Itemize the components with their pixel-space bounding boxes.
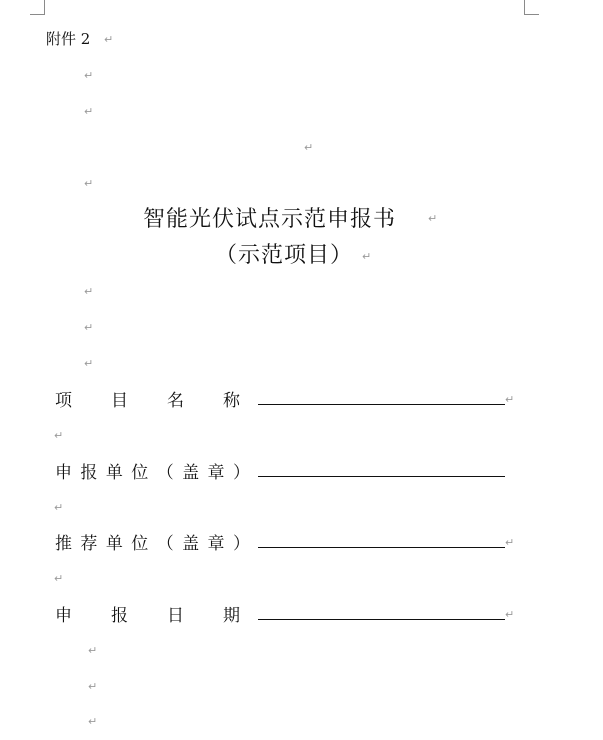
label-char: 项 bbox=[55, 391, 72, 411]
paragraph-mark-icon: ↵ bbox=[84, 105, 94, 118]
field-label-recommending-unit bbox=[55, 529, 250, 554]
paragraph-mark-icon: ↵ bbox=[505, 393, 515, 406]
label-char: 单 bbox=[105, 534, 123, 554]
paragraph-mark-icon: ↵ bbox=[84, 357, 94, 370]
label-char: 荐 bbox=[80, 534, 98, 554]
paragraph-mark-icon: ↵ bbox=[362, 250, 372, 263]
label-char: 盖 bbox=[182, 463, 200, 483]
recommending-unit-field[interactable] bbox=[258, 547, 505, 548]
paragraph-mark-icon: ↵ bbox=[54, 572, 64, 585]
label-char: 盖 bbox=[182, 534, 200, 554]
label-char: 章 bbox=[207, 463, 225, 483]
page-corner-mark-right bbox=[524, 0, 539, 15]
label-char: 申 bbox=[55, 463, 72, 483]
application-date-field[interactable] bbox=[258, 619, 505, 620]
label-char: 位 bbox=[131, 463, 149, 483]
paragraph-mark-icon: ↵ bbox=[88, 715, 98, 728]
field-label-application-date bbox=[55, 601, 240, 626]
label-char: 位 bbox=[131, 534, 149, 554]
label-char: ） bbox=[232, 463, 250, 483]
paragraph-mark-icon: ↵ bbox=[304, 141, 314, 154]
title-text: 智能光伏试点示范申报书 bbox=[143, 207, 397, 232]
paragraph-mark-icon: ↵ bbox=[88, 644, 98, 657]
project-name-field[interactable] bbox=[258, 404, 505, 405]
document-title bbox=[143, 202, 396, 233]
paragraph-mark-icon: ↵ bbox=[84, 69, 94, 82]
attachment-label bbox=[46, 28, 90, 49]
paragraph-mark-icon: ↵ bbox=[505, 536, 515, 549]
paragraph-mark-icon: ↵ bbox=[104, 33, 114, 46]
label-char: 章 bbox=[207, 534, 225, 554]
label-char: ） bbox=[232, 534, 250, 554]
paragraph-mark-icon: ↵ bbox=[88, 680, 98, 693]
paragraph-mark-icon: ↵ bbox=[84, 177, 94, 190]
label-char: 期 bbox=[223, 606, 240, 626]
paragraph-mark-icon: ↵ bbox=[54, 501, 64, 514]
document-subtitle bbox=[215, 238, 353, 269]
label-char: （ bbox=[156, 463, 174, 483]
label-char: 单 bbox=[105, 463, 123, 483]
label-char: 报 bbox=[80, 463, 98, 483]
label-char: 推 bbox=[55, 534, 72, 554]
field-label-applicant-unit bbox=[55, 458, 250, 483]
paragraph-mark-icon: ↵ bbox=[84, 321, 94, 334]
label-char: （ bbox=[156, 534, 174, 554]
label-char: 日 bbox=[167, 606, 184, 626]
page-corner-mark-left bbox=[30, 0, 45, 15]
attachment-text: 附件 2 bbox=[46, 30, 91, 48]
paragraph-mark-icon: ↵ bbox=[505, 608, 515, 621]
label-char: 名 bbox=[167, 391, 184, 411]
label-char: 称 bbox=[223, 391, 240, 411]
label-char: 报 bbox=[111, 606, 128, 626]
field-label-project-name bbox=[55, 386, 240, 411]
subtitle-text: （示范项目） bbox=[215, 243, 354, 268]
paragraph-mark-icon: ↵ bbox=[428, 212, 438, 225]
label-char: 目 bbox=[111, 391, 128, 411]
applicant-unit-field[interactable] bbox=[258, 476, 505, 477]
paragraph-mark-icon: ↵ bbox=[54, 429, 64, 442]
label-char: 申 bbox=[55, 606, 72, 626]
paragraph-mark-icon: ↵ bbox=[84, 285, 94, 298]
